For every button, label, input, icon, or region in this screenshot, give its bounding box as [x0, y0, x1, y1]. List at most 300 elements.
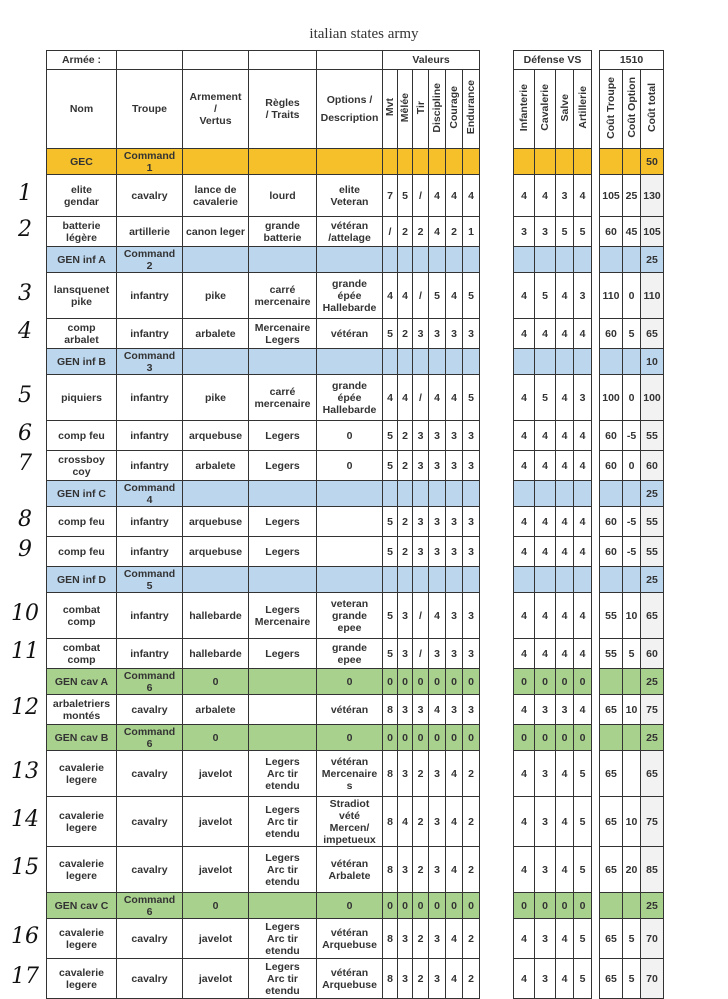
command-row	[47, 567, 480, 593]
header-nom: Nom	[47, 70, 117, 149]
unit-options: vétéran Arbalete	[317, 847, 383, 893]
defense-artillerie: 0	[574, 725, 592, 751]
cost-option: 5	[623, 959, 641, 999]
cost-troupe: 60	[600, 451, 623, 481]
cost-table	[599, 50, 664, 999]
defense-salve: 0	[556, 725, 574, 751]
defense-infanterie: 4	[514, 507, 535, 537]
handwritten-row-number: 16	[11, 924, 39, 949]
stat-mvt: 4	[383, 273, 398, 319]
stat-mêlée: 2	[398, 507, 413, 537]
unit-troupe: artillerie	[117, 217, 183, 247]
unit-options: Stradiot vété Mercen/ impetueux	[317, 797, 383, 847]
unit-troupe: cavalry	[117, 797, 183, 847]
unit-troupe: infantry	[117, 375, 183, 421]
stat-mêlée: 0	[398, 893, 413, 919]
defense-infanterie	[514, 349, 535, 375]
defense-infanterie: 4	[514, 751, 535, 797]
header-defense-label: Cavalerie	[539, 84, 551, 131]
unit-armement: pike	[183, 375, 249, 421]
unit-armement	[183, 349, 249, 375]
stat-mvt: /	[383, 217, 398, 247]
stat-mvt: 0	[383, 893, 398, 919]
command-row	[600, 567, 664, 593]
unit-armement: canon leger	[183, 217, 249, 247]
unit-row	[600, 217, 664, 247]
unit-regles	[249, 893, 317, 919]
stat-courage	[446, 481, 463, 507]
unit-row	[47, 593, 480, 639]
header-valeur-label: Tir	[414, 100, 427, 115]
header-valeur	[398, 70, 413, 149]
defense-salve: 4	[556, 451, 574, 481]
header-valeur-label: Endurance	[465, 80, 477, 135]
unit-row	[600, 593, 664, 639]
defense-cavalerie	[535, 567, 556, 593]
unit-options: 0	[317, 725, 383, 751]
defense-infanterie: 4	[514, 319, 535, 349]
defense-cavalerie: 4	[535, 451, 556, 481]
unit-row	[600, 273, 664, 319]
unit-name: GEN cav C	[47, 893, 117, 919]
unit-row	[600, 451, 664, 481]
defense-artillerie: 4	[574, 537, 592, 567]
cost-total: 25	[641, 669, 664, 695]
unit-row	[514, 375, 592, 421]
stat-mvt: 0	[383, 669, 398, 695]
defense-cavalerie	[535, 349, 556, 375]
defense-infanterie: 0	[514, 725, 535, 751]
command-row	[514, 893, 592, 919]
unit-regles: grande batterie	[249, 217, 317, 247]
cost-troupe: 110	[600, 273, 623, 319]
header-valeur-label: Mêlée	[399, 92, 411, 123]
stat-tir	[413, 567, 429, 593]
cost-troupe: 60	[600, 421, 623, 451]
defense-artillerie: 0	[574, 669, 592, 695]
defense-artillerie: 5	[574, 217, 592, 247]
stat-endurance: 2	[463, 797, 480, 847]
cost-option	[623, 725, 641, 751]
unit-row	[514, 639, 592, 669]
cost-option	[623, 247, 641, 273]
unit-options	[317, 149, 383, 175]
stat-tir: /	[413, 639, 429, 669]
unit-row	[600, 919, 664, 959]
page-title	[0, 26, 728, 43]
stat-discipline	[429, 481, 446, 507]
unit-name: cavalerie legere	[47, 959, 117, 999]
unit-options	[317, 349, 383, 375]
stat-endurance: 0	[463, 893, 480, 919]
defense-salve	[556, 349, 574, 375]
unit-armement: arquebuse	[183, 421, 249, 451]
stat-tir: 0	[413, 893, 429, 919]
header-defense	[556, 70, 574, 149]
stat-tir	[413, 149, 429, 175]
defense-artillerie	[574, 149, 592, 175]
unit-regles	[249, 695, 317, 725]
handwritten-row-number: 9	[18, 537, 32, 562]
cost-total: 25	[641, 481, 664, 507]
unit-row	[600, 319, 664, 349]
stat-discipline: 4	[429, 593, 446, 639]
defense-cavalerie: 3	[535, 217, 556, 247]
cost-total: 75	[641, 695, 664, 725]
header-valeur-label: Discipline	[431, 82, 443, 133]
stat-discipline	[429, 149, 446, 175]
defense-salve: 4	[556, 639, 574, 669]
defense-infanterie	[514, 247, 535, 273]
unit-row	[514, 751, 592, 797]
unit-regles: lourd	[249, 175, 317, 217]
defense-artillerie: 3	[574, 273, 592, 319]
unit-regles	[249, 567, 317, 593]
command-row	[600, 725, 664, 751]
unit-row	[600, 421, 664, 451]
cost-total: 55	[641, 421, 664, 451]
stat-mvt	[383, 149, 398, 175]
stat-endurance: 3	[463, 319, 480, 349]
unit-regles: Legers	[249, 537, 317, 567]
defense-cavalerie: 4	[535, 319, 556, 349]
handwritten-row-number: 17	[11, 964, 39, 989]
defense-infanterie	[514, 481, 535, 507]
defense-cavalerie: 3	[535, 751, 556, 797]
stat-endurance: 2	[463, 919, 480, 959]
handwritten-row-number: 10	[11, 601, 39, 626]
cost-option: -5	[623, 507, 641, 537]
unit-troupe: infantry	[117, 507, 183, 537]
stat-mêlée: 4	[398, 273, 413, 319]
cost-troupe: 65	[600, 797, 623, 847]
header-options: Options / Description	[317, 70, 383, 149]
unit-name: comp feu	[47, 421, 117, 451]
defense-cavalerie: 3	[535, 919, 556, 959]
cost-total: 60	[641, 639, 664, 669]
unit-troupe: infantry	[117, 319, 183, 349]
unit-row	[600, 959, 664, 999]
unit-name: GEN inf B	[47, 349, 117, 375]
cost-total: 55	[641, 537, 664, 567]
unit-name: arbaletriers montés	[47, 695, 117, 725]
stat-mêlée: 3	[398, 919, 413, 959]
defense-cavalerie	[535, 481, 556, 507]
cost-option	[623, 349, 641, 375]
stat-discipline	[429, 247, 446, 273]
unit-armement: arquebuse	[183, 537, 249, 567]
unit-armement: javelot	[183, 919, 249, 959]
cost-total: 65	[641, 593, 664, 639]
cost-troupe: 55	[600, 639, 623, 669]
stat-courage: 0	[446, 669, 463, 695]
unit-troupe: cavalry	[117, 959, 183, 999]
unit-troupe: Command 1	[117, 149, 183, 175]
cost-group-header: 1510	[600, 51, 664, 70]
command-row	[600, 893, 664, 919]
cost-total: 60	[641, 451, 664, 481]
unit-regles	[249, 349, 317, 375]
unit-options: grande épée Hallebarde	[317, 375, 383, 421]
defense-cavalerie	[535, 149, 556, 175]
main-table	[46, 50, 480, 999]
stat-discipline: 4	[429, 217, 446, 247]
stat-mêlée	[398, 349, 413, 375]
header-valeur-label: Courage	[448, 86, 460, 129]
cost-option: -5	[623, 421, 641, 451]
defense-table	[513, 50, 592, 999]
stat-endurance: 5	[463, 273, 480, 319]
unit-options: 0	[317, 893, 383, 919]
stat-discipline: 3	[429, 421, 446, 451]
handwritten-row-number: 7	[18, 451, 32, 476]
unit-name: GEN cav A	[47, 669, 117, 695]
handwritten-row-number: 2	[18, 217, 32, 242]
defense-cavalerie: 4	[535, 507, 556, 537]
unit-troupe: infantry	[117, 593, 183, 639]
header-troupe: Troupe	[117, 70, 183, 149]
stat-mvt	[383, 481, 398, 507]
unit-regles: Legers Arc tir etendu	[249, 797, 317, 847]
unit-troupe: Command 6	[117, 893, 183, 919]
unit-troupe: cavalry	[117, 919, 183, 959]
stat-tir: /	[413, 273, 429, 319]
cost-troupe	[600, 149, 623, 175]
defense-artillerie: 0	[574, 893, 592, 919]
stat-courage: 4	[446, 375, 463, 421]
unit-options: 0	[317, 421, 383, 451]
unit-name: cavalerie legere	[47, 847, 117, 893]
defense-salve: 4	[556, 847, 574, 893]
unit-row	[600, 537, 664, 567]
stat-mvt: 8	[383, 959, 398, 999]
stat-courage: 0	[446, 725, 463, 751]
stat-endurance: 0	[463, 669, 480, 695]
stat-tir	[413, 481, 429, 507]
unit-troupe: infantry	[117, 451, 183, 481]
defense-artillerie: 5	[574, 797, 592, 847]
defense-cavalerie: 4	[535, 639, 556, 669]
unit-options: grande epee	[317, 639, 383, 669]
unit-row	[600, 507, 664, 537]
unit-armement: lance de cavalerie	[183, 175, 249, 217]
header-valeur	[413, 70, 429, 149]
defense-artillerie: 4	[574, 421, 592, 451]
stat-courage: 3	[446, 421, 463, 451]
page-title-text: italian states army	[309, 26, 419, 42]
stat-endurance: 3	[463, 451, 480, 481]
defense-infanterie: 0	[514, 893, 535, 919]
cost-total: 65	[641, 319, 664, 349]
stat-mêlée	[398, 149, 413, 175]
cost-troupe: 65	[600, 959, 623, 999]
command-row	[47, 669, 480, 695]
unit-name: GEN inf A	[47, 247, 117, 273]
unit-armement: javelot	[183, 847, 249, 893]
unit-armement: 0	[183, 669, 249, 695]
unit-troupe: cavalry	[117, 847, 183, 893]
stat-discipline: 5	[429, 273, 446, 319]
defense-cavalerie: 5	[535, 273, 556, 319]
unit-options	[317, 247, 383, 273]
unit-options	[317, 507, 383, 537]
defense-cavalerie: 3	[535, 847, 556, 893]
defense-salve: 4	[556, 593, 574, 639]
header-valeur	[383, 70, 398, 149]
unit-troupe: Command 6	[117, 725, 183, 751]
unit-row	[47, 319, 480, 349]
unit-name: batterie légère	[47, 217, 117, 247]
unit-regles: Legers	[249, 421, 317, 451]
defense-infanterie: 4	[514, 959, 535, 999]
defense-salve: 4	[556, 507, 574, 537]
unit-regles: Legers Arc tir etendu	[249, 959, 317, 999]
defense-salve: 4	[556, 959, 574, 999]
command-row	[600, 149, 664, 175]
header-cost	[600, 70, 623, 149]
stat-tir: 2	[413, 919, 429, 959]
unit-row	[514, 507, 592, 537]
stat-tir: 2	[413, 847, 429, 893]
command-row	[514, 349, 592, 375]
header-defense-label: Infanterie	[518, 83, 530, 132]
header-defense	[535, 70, 556, 149]
stat-tir: 2	[413, 751, 429, 797]
cost-option	[623, 751, 641, 797]
defense-artillerie: 4	[574, 507, 592, 537]
unit-regles	[249, 149, 317, 175]
unit-name: comp arbalet	[47, 319, 117, 349]
stat-mvt	[383, 567, 398, 593]
stat-endurance: 2	[463, 959, 480, 999]
unit-row	[514, 217, 592, 247]
unit-row	[514, 797, 592, 847]
unit-armement: hallebarde	[183, 639, 249, 669]
unit-row	[514, 451, 592, 481]
unit-row	[47, 507, 480, 537]
unit-name: piquiers	[47, 375, 117, 421]
unit-armement	[183, 567, 249, 593]
command-row	[514, 725, 592, 751]
cost-option	[623, 893, 641, 919]
cost-troupe: 105	[600, 175, 623, 217]
stat-courage: 3	[446, 695, 463, 725]
stat-discipline: 3	[429, 319, 446, 349]
stat-discipline: 3	[429, 847, 446, 893]
unit-armement	[183, 481, 249, 507]
stat-mvt: 8	[383, 751, 398, 797]
unit-armement: javelot	[183, 797, 249, 847]
handwritten-row-number: 6	[18, 421, 32, 446]
stat-courage	[446, 247, 463, 273]
defense-salve: 4	[556, 537, 574, 567]
unit-row	[47, 421, 480, 451]
command-row	[514, 149, 592, 175]
unit-options: vétéran Arquebuse	[317, 959, 383, 999]
unit-regles: Legers Arc tir etendu	[249, 919, 317, 959]
defense-artillerie	[574, 481, 592, 507]
stat-mêlée: 4	[398, 375, 413, 421]
unit-regles: Legers	[249, 507, 317, 537]
stat-courage: 3	[446, 507, 463, 537]
unit-troupe: infantry	[117, 537, 183, 567]
unit-regles: Legers Arc tir etendu	[249, 751, 317, 797]
stat-mêlée: 2	[398, 319, 413, 349]
command-row	[514, 669, 592, 695]
unit-row	[600, 639, 664, 669]
cost-option: 25	[623, 175, 641, 217]
unit-troupe: Command 6	[117, 669, 183, 695]
stat-tir: 3	[413, 537, 429, 567]
stat-endurance: 3	[463, 593, 480, 639]
defense-cavalerie: 4	[535, 421, 556, 451]
cost-total: 70	[641, 959, 664, 999]
unit-options: vétéran /attelage	[317, 217, 383, 247]
unit-name: GEN cav B	[47, 725, 117, 751]
unit-name: cavalerie legere	[47, 797, 117, 847]
stat-mvt: 8	[383, 847, 398, 893]
unit-troupe: cavalry	[117, 695, 183, 725]
unit-name: crossboy coy	[47, 451, 117, 481]
cost-total: 130	[641, 175, 664, 217]
unit-row	[514, 273, 592, 319]
unit-troupe: infantry	[117, 273, 183, 319]
defense-salve: 0	[556, 893, 574, 919]
unit-armement: pike	[183, 273, 249, 319]
stat-mêlée: 4	[398, 797, 413, 847]
header-valeur-label: Mvt	[384, 98, 396, 117]
unit-options: vétéran	[317, 695, 383, 725]
cost-troupe: 60	[600, 507, 623, 537]
stat-courage: 3	[446, 319, 463, 349]
stat-endurance: 3	[463, 695, 480, 725]
unit-armement	[183, 247, 249, 273]
cost-option	[623, 149, 641, 175]
handwritten-row-number: 15	[11, 855, 39, 880]
defense-salve	[556, 247, 574, 273]
unit-name: comp feu	[47, 537, 117, 567]
stat-tir: 2	[413, 217, 429, 247]
defense-salve: 4	[556, 273, 574, 319]
defense-cavalerie	[535, 247, 556, 273]
stat-mêlée: 3	[398, 847, 413, 893]
cost-total: 85	[641, 847, 664, 893]
unit-name: cavalerie legere	[47, 751, 117, 797]
defense-salve	[556, 481, 574, 507]
cost-total: 50	[641, 149, 664, 175]
unit-row	[47, 537, 480, 567]
unit-options: grande épée Hallebarde	[317, 273, 383, 319]
cost-option: 10	[623, 695, 641, 725]
unit-options: 0	[317, 451, 383, 481]
unit-options	[317, 481, 383, 507]
unit-regles: carré mercenaire	[249, 375, 317, 421]
stat-mêlée: 3	[398, 959, 413, 999]
command-row	[600, 247, 664, 273]
cost-total: 70	[641, 919, 664, 959]
stat-mvt: 4	[383, 375, 398, 421]
defense-cavalerie: 3	[535, 695, 556, 725]
cost-troupe: 60	[600, 217, 623, 247]
cost-total: 55	[641, 507, 664, 537]
cost-troupe	[600, 481, 623, 507]
unit-troupe: cavalry	[117, 751, 183, 797]
cost-option: -5	[623, 537, 641, 567]
unit-row	[600, 695, 664, 725]
header-valeur	[463, 70, 480, 149]
unit-troupe: cavalry	[117, 175, 183, 217]
stat-mvt	[383, 247, 398, 273]
